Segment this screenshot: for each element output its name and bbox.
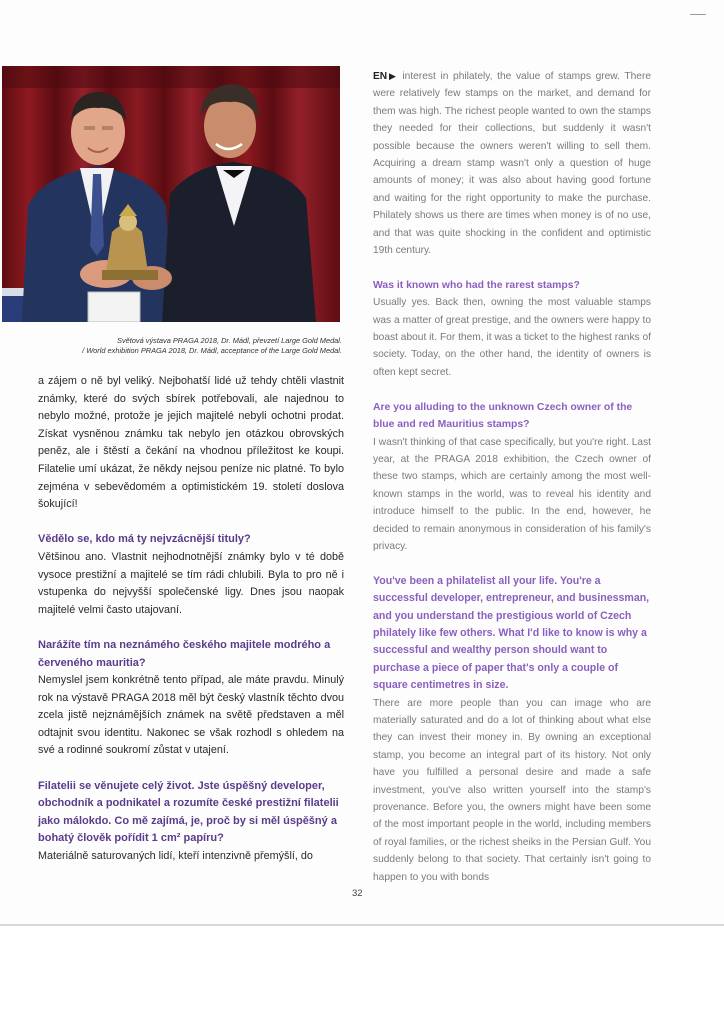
scan-background: [0, 926, 724, 1024]
english-column: [373, 68, 651, 886]
czech-paragraph-3: Nemyslel jsem konkrétně tento případ, ale máte pravdu. Minulý rok na výstavě PRAGA 2018 měl být český vlastník těchto dvou zcela jistě nejznámějších známek na světě představen a měl odtajnit svou identitu. Nakonec se však rozhodl s ohledem na své a rodinné soukromí zůstat v utajení.: [38, 674, 344, 757]
czech-paragraph-1: a zájem o ně byl veliký. Nejbohatší lidé už tehdy chtěli vlastnit známky, které do svých sbírek potřebovali, ale najednou to nebylo možné, protože je jejich majitelé nebyli ochotni prodat. Získat vysněnou známku tak nebylo jen otázkou obrovských peněz, ale i štěstí a čekání na vhodnou příležitost ke koupi. Filatelie umí ukázat, že někdy nejsou peníze nic platné. To bylo zejména v sebevědomém a optimistickém 19. století doslova šokující!: [38, 375, 344, 511]
caption-english: / World exhibition PRAGA 2018, Dr. Mádl, acceptance of the Large Gold Medal.: [82, 346, 342, 355]
photo-caption: [38, 336, 342, 356]
czech-question-3: Filatelii se věnujete celý život. Jste úspěšný developer, obchodník a podnikatel a rozumíte české prestižní filatelii jako málokdo. Co mě zajímá, je, proč by si měl úspěšný a bohatý člověk pořídit 1 cm² papíru?: [38, 779, 339, 845]
english-paragraph-1: [373, 68, 651, 259]
english-paragraph-4: There are more people than you can image who are materially saturated and do a lot of thinking about what else they can invest their money in. By owning an exceptional stamp, you become an integral part of its history. Not only have you fulfilled a personal desire and made a safe investment, you've also written yourself into the stamp's provenance. Before you, the owners might have been some of the most important people in the world, including members of royal families, or the richest sheiks in the Persian Gulf. You suddenly belong to that society. That certainly isn't going to happen to you with bonds: [373, 697, 651, 883]
play-arrow-icon: ▶: [387, 71, 398, 81]
english-question-1: Was it known who had the rarest stamps?: [373, 279, 580, 291]
english-paragraph-3: I wasn't thinking of that case specifically, but you're right. Last year, at the PRAGA 2018 exhibition, the Czech owner of these two stamps, which are certainly among the most well-known stamps in the world, was to reveal his identity and introduce himself to the public. In the end, however, he decided to remain anonymous in consideration of his family's privacy.: [373, 436, 651, 552]
english-paragraph-1-text: interest in philately, the value of stamps grew. There were relatively few stamps on the market, and demand for them was high. The richest people wanted to own the stamps they needed for their collections, but suddenly it wasn't possible because the owners weren't willing to sell them. Acquiring a dream stamp wasn't only a question of huge amounts of money; it was also about having good fortune and waiting for the right opportunity to make the purchase. Philately shows us there are times when money is of no use, and that was quite shocking in the confident and optimistic 19th century.: [373, 71, 652, 257]
czech-paragraph-4: Materiálně saturovaných lidí, kteří intenzivně přemýšlí, do: [38, 850, 313, 863]
crop-mark: [690, 14, 706, 15]
en-language-tag: EN: [373, 71, 388, 82]
english-question-2: Are you alluding to the unknown Czech owner of the blue and red Mauritius stamps?: [373, 401, 633, 431]
award-photo-illustration: [2, 66, 340, 322]
czech-column: [38, 373, 344, 866]
czech-question-2: Narážíte tím na neznámého českého majitele modrého a červeného mauritia?: [38, 638, 331, 669]
award-photo: [2, 66, 340, 322]
english-paragraph-2: Usually yes. Back then, owning the most valuable stamps was a matter of great prestige, and the owners were happy to boast about it. For them, it was a ticket to the highest ranks of society. Today, on the other hand, the identity of owners is often kept secret.: [373, 297, 651, 378]
page-number: 32: [352, 888, 363, 899]
caption-czech: Světová výstava PRAGA 2018, Dr. Mádl, převzetí Large Gold Medal.: [117, 336, 342, 345]
english-question-3: You've been a philatelist all your life. You're a successful developer, entrepreneur, and businessman, and you understand the prestigious world of Czech philately like few others. What I'd like to know is why a successful and wealthy person should want to purchase a piece of paper that's only a couple of square centimetres in size.: [373, 574, 650, 692]
czech-paragraph-2: Většinou ano. Vlastnit nejhodnotnější známky bylo v té době vysoce prestižní a majitelé se tím rádi chlubili. Byla to pro ně i vstupenka do nejvyšší společenské ligy. Dnes jsou naopak majitelé velmi často utajovaní.: [38, 550, 344, 616]
czech-question-1: Vědělo se, kdo má ty nejvzácnější tituly?: [38, 533, 251, 546]
